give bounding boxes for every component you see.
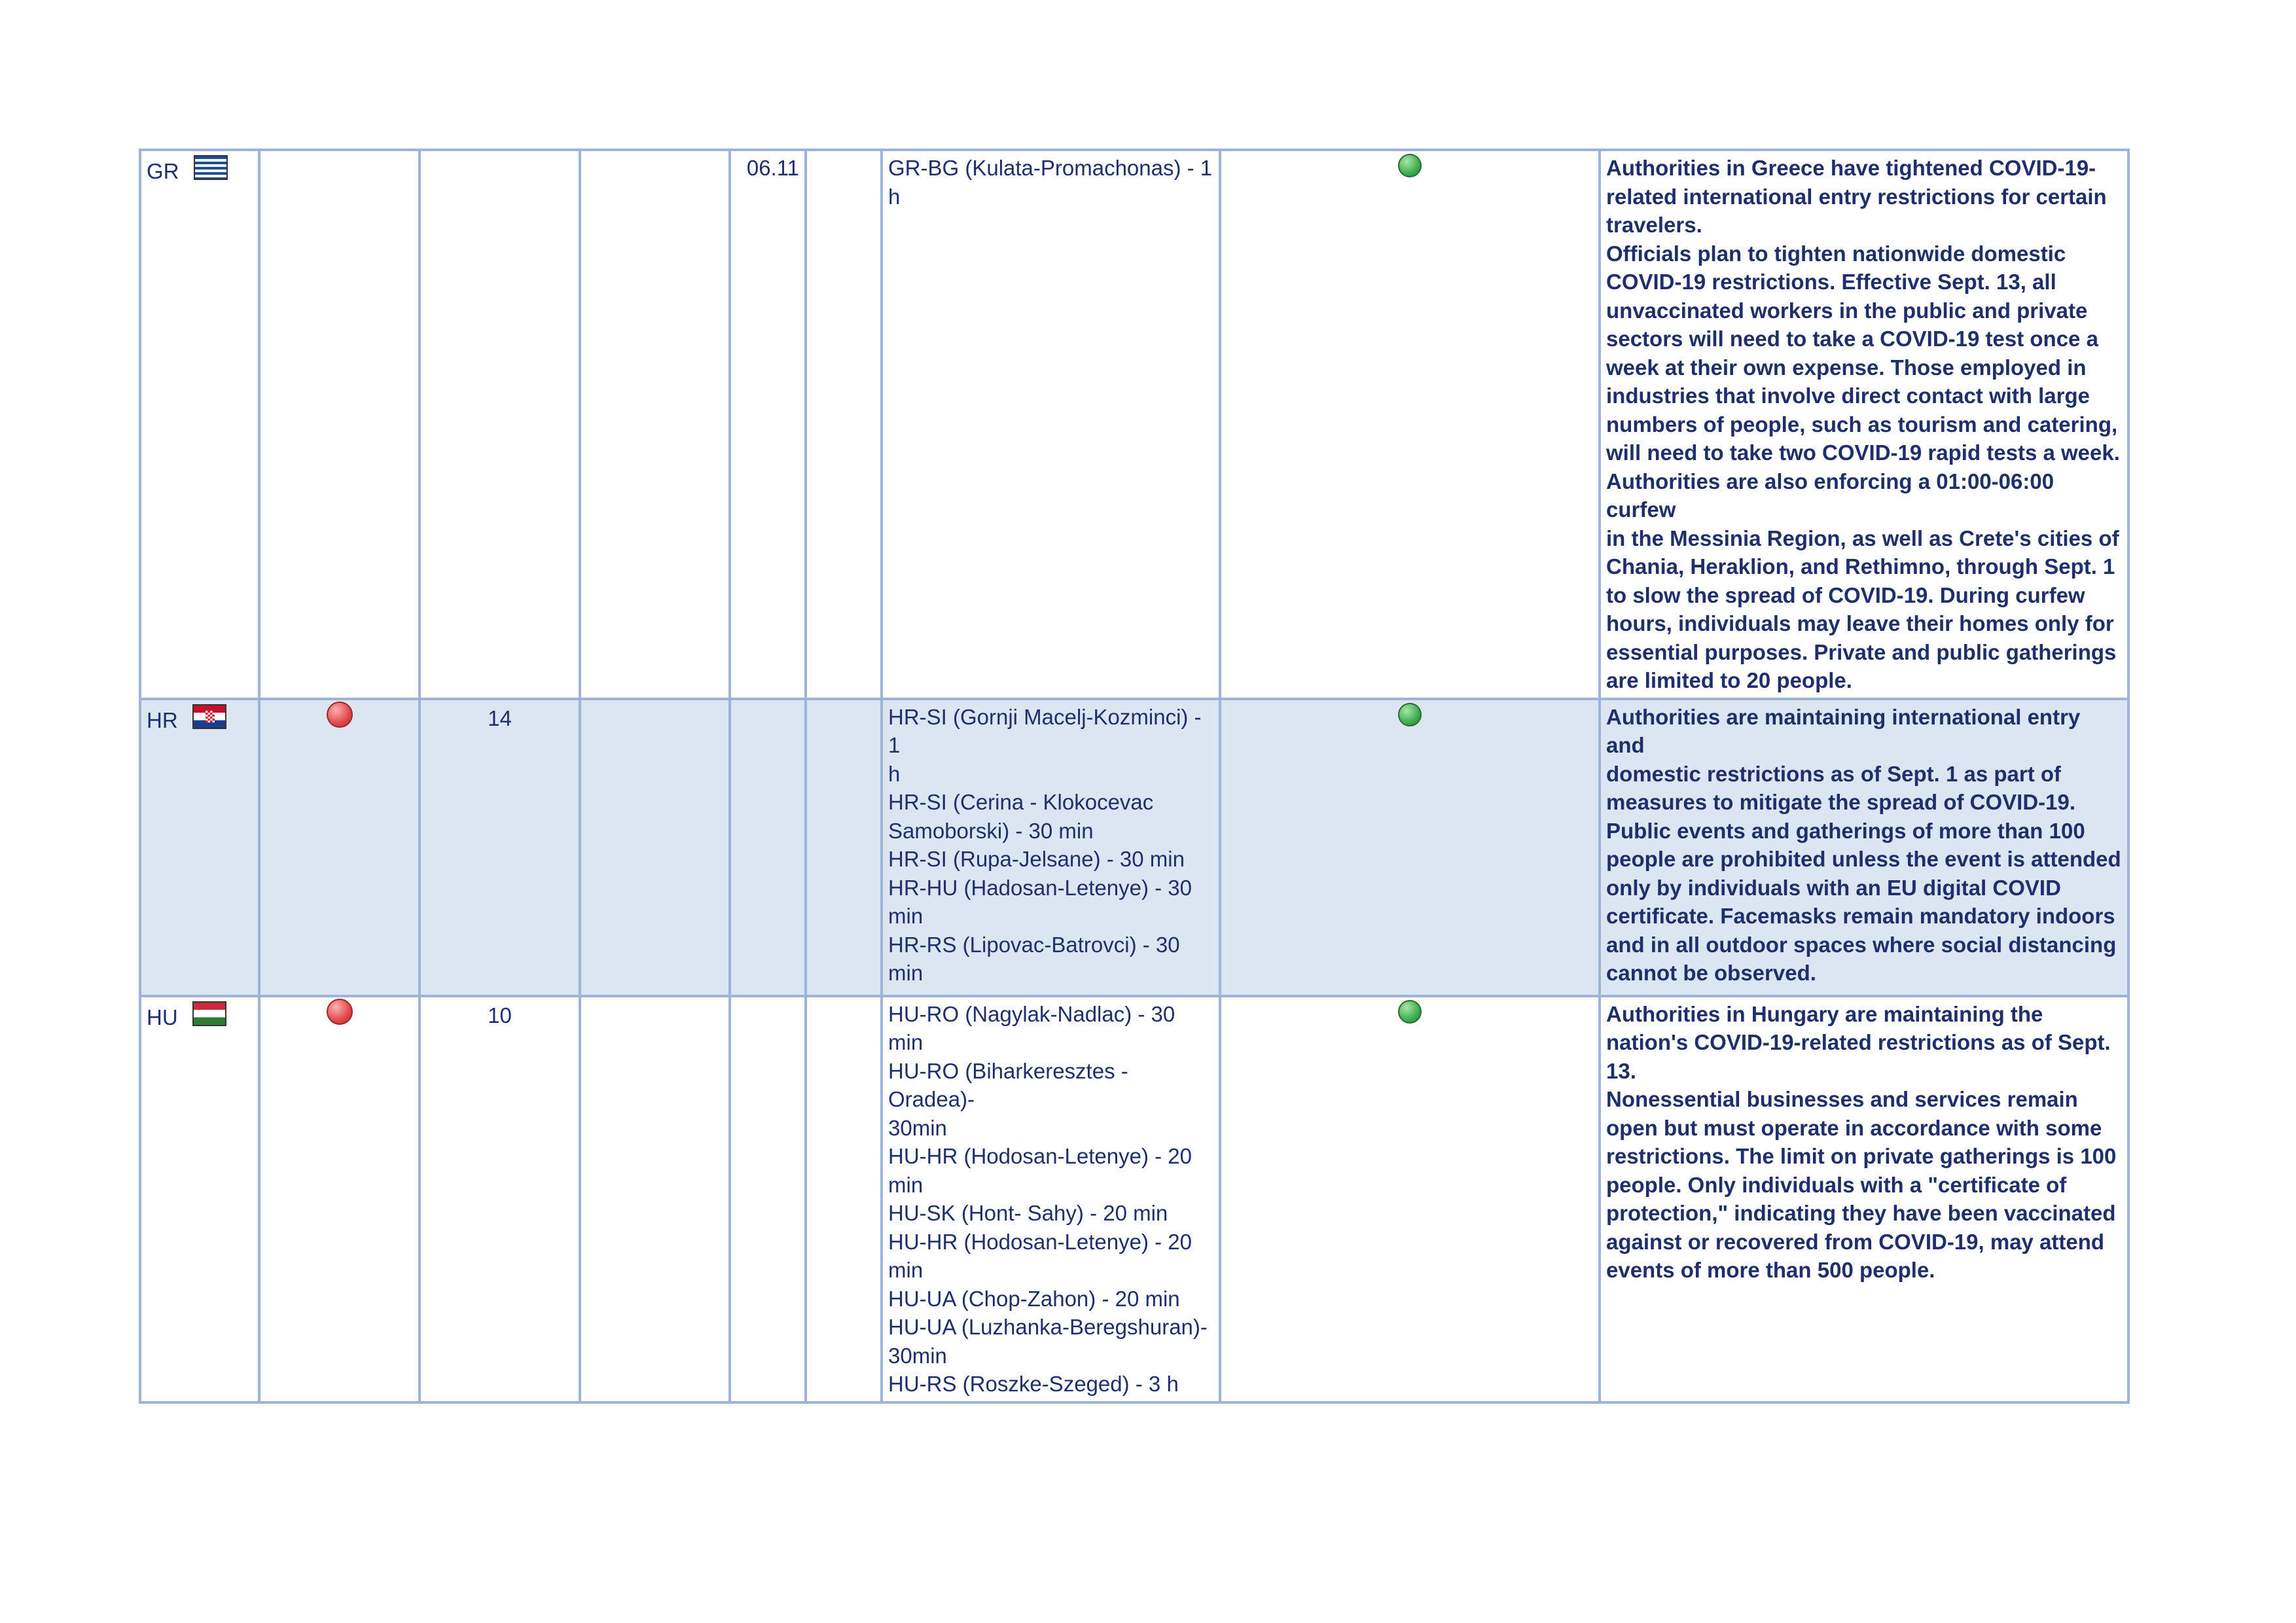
country-code: HU [147,1005,178,1029]
notes-text: Authorities in Greece have tightened COVID-19- related international entry restrictions for certain travelers. Officials plan to tighten nationwide domestic COVID-19 restrictions. Effective Sept. 13, all unvaccinated workers in the public and private sectors will need to take a COVID-19 test once a week at their own expense. Those employed in industries that involve direct contact with large numbers of people, such as tourism and catering, will need to take two COVID-19 rapid tests a week. Authorities are also enforcing a 01:00-06:00 curfew in the Messinia Region, as well as Crete's cities of Chania, Heraklion, and Rethimno, through Sept. 1 to slow the spread of COVID-19. During curfew hours, individuals may leave their homes only for essential purposes. Private and public gatherings are limited to 20 people. [1606,156,2120,692]
notes-cell [1600,699,2128,996]
country-code: HR [147,707,178,732]
red-dot-icon [327,999,353,1025]
notes-cell [1600,996,2128,1402]
date-value: 06.11 [746,156,799,180]
notes-text: Authorities are maintaining international entry and domestic restrictions as of Sept. 1 as part of measures to mitigate the spread of COVID-19. Public events and gatherings of more than 100 people are prohibited unless the event is attended only by individuals with an EU digital COVID certificate. Facemasks remain mandatory indoors and in all outdoor spaces where social distancing cannot be observed. [1606,704,2121,985]
crossing-status-cell [1220,699,1600,996]
empty-cell [806,699,882,996]
table-row [140,150,2128,699]
crossing-status-cell [1220,150,1600,699]
crossings-text: HU-RO (Nagylak-Nadlac) - 30 min HU-RO (Biharkeresztes - Oradea)- 30min HU-HR (Hodosan-Letenye) - 20 min HU-SK (Hont- Sahy) - 20 min HU-HR (Hodosan-Letenye) - 20 min HU-UA (Chop-Zahon) - 20 min HU-UA (Luzhanka-Beregshuran)- 30min HU-RS (Roszke-Szeged) - 3 h [888,1001,1208,1396]
notes-cell [1600,150,2128,699]
count-cell [420,699,580,996]
country-cell [140,699,259,996]
table-row [140,699,2128,996]
crossings-cell [882,699,1220,996]
croatia-flag-icon [192,704,226,729]
status-cell [259,150,420,699]
border-status-table [139,149,2130,1404]
status-cell [259,996,420,1402]
country-code: GR [147,159,179,183]
count-cell [420,996,580,1402]
date-cell [730,996,806,1402]
empty-cell [580,699,730,996]
status-cell [259,699,420,996]
red-dot-icon [327,702,353,728]
crossings-cell [882,996,1220,1402]
country-cell [140,996,259,1402]
green-dot-icon [1398,1000,1422,1024]
crossings-cell [882,150,1220,699]
empty-cell [580,150,730,699]
table-row [140,996,2128,1402]
country-cell [140,150,259,699]
count-value: 10 [488,1003,512,1027]
greece-flag-icon [194,155,228,180]
crossings-text: GR-BG (Kulata-Promachonas) - 1 h [888,156,1213,209]
empty-cell [806,150,882,699]
date-cell [730,150,806,699]
green-dot-icon [1398,154,1422,177]
crossings-text: HR-SI (Gornji Macelj-Kozminci) - 1 h HR-SI (Cerina - Klokocevac Samoborski) - 30 min HR-SI (Rupa-Jelsane) - 30 min HR-HU (Hadosan-Letenye) - 30 min HR-RS (Lipovac-Batrovci) - 30 min [888,704,1202,985]
count-cell [420,150,580,699]
count-value: 14 [488,705,512,730]
empty-cell [580,996,730,1402]
crossing-status-cell [1220,996,1600,1402]
date-cell [730,699,806,996]
notes-text: Authorities in Hungary are maintaining the nation's COVID-19-related restrictions as of Sept. 13. Nonessential businesses and services remain open but must operate in accordance with some restrictions. The limit on private gatherings is 100 people. Only individuals with a "certificate of protection," indicating they have been vaccinated against or recovered from COVID-19, may attend events of more than 500 people. [1606,1001,2117,1282]
empty-cell [806,996,882,1402]
hungary-flag-icon [192,1001,226,1026]
green-dot-icon [1398,703,1422,726]
